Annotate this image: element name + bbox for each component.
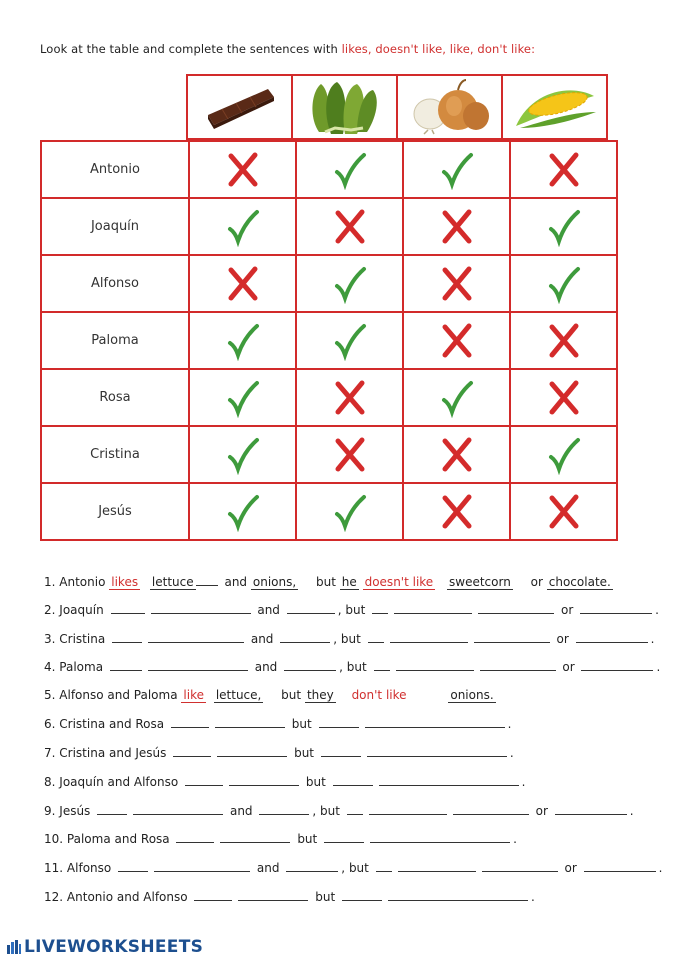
cross-icon xyxy=(223,150,263,190)
cross-icon xyxy=(437,264,477,304)
check-icon xyxy=(330,492,370,532)
answer-blank[interactable] xyxy=(379,774,519,786)
sentence-and: and xyxy=(256,861,280,875)
answer-blank[interactable] xyxy=(480,659,556,671)
sentence-subject: Jesús xyxy=(59,804,91,818)
sentence-but: but xyxy=(315,890,336,904)
mark-cell-sweetcorn xyxy=(510,426,617,483)
sentence-subject: Cristina and Jesús xyxy=(59,746,167,760)
sentence-subject: Alfonso xyxy=(66,861,112,875)
cross-icon xyxy=(544,492,584,532)
answer-blank[interactable] xyxy=(365,716,505,728)
answer-blank[interactable] xyxy=(176,831,214,843)
answer-blank[interactable] xyxy=(374,659,390,671)
mark-cell-onions xyxy=(403,141,510,198)
cross-icon xyxy=(437,207,477,247)
food-cell-sweetcorn xyxy=(501,74,608,140)
answer-pronoun[interactable]: he xyxy=(341,575,357,589)
sentence-and: and xyxy=(254,660,278,674)
cross-icon xyxy=(437,435,477,475)
sentence-number: 7. xyxy=(44,746,56,760)
sentence-or: or xyxy=(560,603,574,617)
table-row xyxy=(41,255,617,312)
answer-negative[interactable]: doesn't like xyxy=(364,575,434,589)
food-header-row xyxy=(186,74,606,140)
mark-cell-lettuce xyxy=(296,369,403,426)
cross-icon xyxy=(330,207,370,247)
mark-cell-chocolate xyxy=(189,312,296,369)
sentence-number: 8. xyxy=(44,775,56,789)
sentence-subject: Joaquín xyxy=(59,603,104,617)
answer-blank[interactable] xyxy=(581,659,653,671)
answer-blank[interactable] xyxy=(555,803,627,815)
sentence-but: but xyxy=(297,832,318,846)
instructions-text: Look at the table and complete the sentences with xyxy=(40,42,342,56)
mark-cell-sweetcorn xyxy=(510,369,617,426)
answer-blank[interactable] xyxy=(194,889,232,901)
table-row xyxy=(41,426,617,483)
sentence-and: and xyxy=(224,575,248,589)
mark-cell-chocolate xyxy=(189,198,296,255)
answer-blank[interactable] xyxy=(154,860,250,872)
chocolate-bar-icon xyxy=(200,81,280,133)
sentence-6: 6. Cristina and Rosa but . xyxy=(44,717,512,731)
answer-blank[interactable] xyxy=(584,860,656,872)
mark-cell-chocolate xyxy=(189,369,296,426)
check-icon xyxy=(223,321,263,361)
mark-cell-sweetcorn xyxy=(510,198,617,255)
sentence-but: but xyxy=(345,603,366,617)
sentence-number: 12. xyxy=(44,890,64,904)
mark-cell-chocolate xyxy=(189,141,296,198)
answer-blank[interactable] xyxy=(284,659,336,671)
answer-blank[interactable] xyxy=(372,602,388,614)
answer-blank[interactable] xyxy=(333,774,373,786)
sentence-10: 10. Paloma and Rosa but . xyxy=(44,832,517,846)
lettuce-icon xyxy=(305,78,385,136)
sentence-5 xyxy=(44,688,496,702)
answer-blank[interactable] xyxy=(396,659,474,671)
sentence-subject: Paloma and Rosa xyxy=(66,832,170,846)
sentence-and: and xyxy=(257,603,280,617)
sentence-9: 9. Jesús and , but or . xyxy=(44,804,634,818)
answer-blank[interactable] xyxy=(342,889,382,901)
answer-blank[interactable] xyxy=(321,745,361,757)
person-name: Rosa xyxy=(41,369,189,426)
person-name: Jesús xyxy=(41,483,189,540)
answer-blank[interactable] xyxy=(286,860,338,872)
cross-icon xyxy=(544,150,584,190)
instructions-options: likes, doesn't like, like, don't like: xyxy=(341,42,536,56)
answer-blank[interactable] xyxy=(229,774,299,786)
sentence-12: 12. Antonio and Alfonso but . xyxy=(44,890,535,904)
sentence-number: 5. xyxy=(44,688,56,702)
answer-blank[interactable] xyxy=(453,803,529,815)
answer-blank[interactable] xyxy=(324,831,364,843)
answer-verb[interactable]: like xyxy=(183,688,204,702)
answer-object-1[interactable]: lettuce xyxy=(151,575,194,589)
check-icon xyxy=(544,435,584,475)
mark-cell-lettuce xyxy=(296,483,403,540)
answer-blank[interactable] xyxy=(376,860,392,872)
answer-blank[interactable] xyxy=(474,631,550,643)
answer-blank[interactable] xyxy=(217,745,287,757)
answer-blank[interactable] xyxy=(370,831,510,843)
table-row xyxy=(41,312,617,369)
sentence-3: 3. Cristina and , but or . xyxy=(44,632,655,646)
answer-blank[interactable] xyxy=(148,631,244,643)
person-name: Paloma xyxy=(41,312,189,369)
answer-blank[interactable] xyxy=(319,716,359,728)
sentence-subject: Cristina xyxy=(59,632,106,646)
sentence-number: 9. xyxy=(44,804,56,818)
mark-cell-chocolate xyxy=(189,483,296,540)
answer-blank[interactable] xyxy=(215,716,285,728)
liveworksheets-logo-icon xyxy=(6,939,22,955)
mark-cell-lettuce xyxy=(296,312,403,369)
sentence-number: 4. xyxy=(44,660,56,674)
sentence-subject: Joaquín and Alfonso xyxy=(59,775,179,789)
sentence-or: or xyxy=(556,632,569,646)
answer-blank[interactable] xyxy=(398,860,476,872)
mark-cell-lettuce xyxy=(296,426,403,483)
mark-cell-sweetcorn xyxy=(510,141,617,198)
food-cell-chocolate xyxy=(186,74,293,140)
mark-cell-sweetcorn xyxy=(510,483,617,540)
answer-blank[interactable] xyxy=(185,774,223,786)
mark-cell-onions xyxy=(403,483,510,540)
sentence-8: 8. Joaquín and Alfonso but . xyxy=(44,775,526,789)
mark-cell-onions xyxy=(403,369,510,426)
sentence-subject: Antonio xyxy=(59,575,106,589)
answer-blank[interactable] xyxy=(368,631,384,643)
sentence-or: or xyxy=(530,575,543,589)
cross-icon xyxy=(330,435,370,475)
cross-icon xyxy=(223,264,263,304)
sentence-or: or xyxy=(562,660,575,674)
answer-blank[interactable] xyxy=(110,659,142,671)
answer-object-4[interactable]: chocolate. xyxy=(548,575,611,589)
sentence-or: or xyxy=(535,804,548,818)
answer-object-3[interactable]: sweetcorn xyxy=(449,575,511,589)
sentence-but: but xyxy=(281,688,302,702)
mark-cell-lettuce xyxy=(296,141,403,198)
instructions xyxy=(40,42,535,56)
sentence-number: 10. xyxy=(44,832,64,846)
answer-blank[interactable] xyxy=(367,745,507,757)
cross-icon xyxy=(544,378,584,418)
mark-cell-sweetcorn xyxy=(510,312,617,369)
answer-object-2[interactable]: onions, xyxy=(252,575,297,589)
logo-text: LIVEWORKSHEETS xyxy=(24,937,204,957)
answer-blank[interactable] xyxy=(478,602,554,614)
answer-blank[interactable] xyxy=(171,716,209,728)
sentence-and: and xyxy=(229,804,253,818)
answer-blank[interactable] xyxy=(580,602,652,614)
sentence-number: 2. xyxy=(44,603,56,617)
mark-cell-lettuce xyxy=(296,255,403,312)
answer-blank[interactable] xyxy=(220,831,290,843)
cross-icon xyxy=(330,378,370,418)
sentence-but: but xyxy=(346,660,367,674)
sentence-but: but xyxy=(340,632,361,646)
likes-table xyxy=(40,140,618,541)
check-icon xyxy=(330,150,370,190)
onions-icon xyxy=(408,78,492,136)
table-row xyxy=(41,369,617,426)
table-row xyxy=(41,198,617,255)
mark-cell-lettuce xyxy=(296,198,403,255)
answer-object-1[interactable]: lettuce, xyxy=(215,688,262,702)
sentence-4: 4. Paloma and , but or . xyxy=(44,660,661,674)
person-name: Antonio xyxy=(41,141,189,198)
answer-blank[interactable] xyxy=(133,803,223,815)
answer-blank[interactable] xyxy=(112,631,142,643)
table-row xyxy=(41,141,617,198)
sentence-7: 7. Cristina and Jesús but . xyxy=(44,746,514,760)
answer-blank[interactable] xyxy=(118,860,148,872)
sentence-number: 6. xyxy=(44,717,56,731)
mark-cell-onions xyxy=(403,312,510,369)
cross-icon xyxy=(437,492,477,532)
person-name: Alfonso xyxy=(41,255,189,312)
sweetcorn-icon xyxy=(512,82,598,132)
table-row xyxy=(41,483,617,540)
food-cell-onions xyxy=(396,74,503,140)
sentence-number: 11. xyxy=(44,861,64,875)
answer-blank[interactable] xyxy=(173,745,211,757)
answer-object-2[interactable]: onions. xyxy=(450,688,494,702)
check-icon xyxy=(330,321,370,361)
cross-icon xyxy=(437,321,477,361)
food-cell-lettuce xyxy=(291,74,398,140)
sentence-1 xyxy=(44,574,613,589)
answer-blank[interactable] xyxy=(369,803,447,815)
answer-blank[interactable] xyxy=(148,659,248,671)
sentence-subject: Paloma xyxy=(59,660,104,674)
answer-blank[interactable] xyxy=(238,889,308,901)
sentence-but: but xyxy=(291,717,312,731)
sentence-number: 1. xyxy=(44,575,56,589)
person-name: Joaquín xyxy=(41,198,189,255)
sentence-but: but xyxy=(305,775,326,789)
liveworksheets-logo[interactable] xyxy=(6,937,203,957)
blank xyxy=(196,574,218,586)
answer-blank[interactable] xyxy=(287,602,335,614)
sentence-11: 11. Alfonso and , but or . xyxy=(44,861,663,875)
sentence-and: and xyxy=(250,632,274,646)
check-icon xyxy=(437,378,477,418)
answer-blank[interactable] xyxy=(259,803,309,815)
answer-pronoun[interactable]: they xyxy=(306,688,334,702)
sentence-but: but xyxy=(348,861,369,875)
answer-negative[interactable]: don't like xyxy=(351,688,407,702)
sentence-but: but xyxy=(316,575,336,589)
check-icon xyxy=(223,435,263,475)
answer-blank[interactable] xyxy=(347,803,363,815)
mark-cell-onions xyxy=(403,198,510,255)
answer-blank[interactable] xyxy=(97,803,127,815)
answer-blank[interactable] xyxy=(111,602,145,614)
sentence-or: or xyxy=(564,861,577,875)
check-icon xyxy=(544,207,584,247)
check-icon xyxy=(544,264,584,304)
check-icon xyxy=(223,492,263,532)
check-icon xyxy=(437,150,477,190)
sentence-number: 3. xyxy=(44,632,56,646)
check-icon xyxy=(223,378,263,418)
person-name: Cristina xyxy=(41,426,189,483)
answer-blank[interactable] xyxy=(576,631,648,643)
sentence-subject: Antonio and Alfonso xyxy=(66,890,188,904)
sentence-subject: Alfonso and Paloma xyxy=(59,688,178,702)
answer-blank[interactable] xyxy=(388,889,528,901)
sentence-but: but xyxy=(294,746,315,760)
answer-blank[interactable] xyxy=(394,602,472,614)
cross-icon xyxy=(544,321,584,361)
answer-blank[interactable] xyxy=(482,860,558,872)
answer-verb[interactable]: likes xyxy=(111,575,139,589)
answer-blank[interactable] xyxy=(390,631,468,643)
check-icon xyxy=(223,207,263,247)
mark-cell-chocolate xyxy=(189,426,296,483)
answer-blank[interactable] xyxy=(151,602,251,614)
sentence-but: but xyxy=(320,804,340,818)
mark-cell-onions xyxy=(403,255,510,312)
sentence-2: 2. Joaquín and , but or . xyxy=(44,603,659,617)
answer-blank[interactable] xyxy=(280,631,330,643)
mark-cell-onions xyxy=(403,426,510,483)
sentence-subject: Cristina and Rosa xyxy=(59,717,165,731)
mark-cell-chocolate xyxy=(189,255,296,312)
check-icon xyxy=(330,264,370,304)
mark-cell-sweetcorn xyxy=(510,255,617,312)
